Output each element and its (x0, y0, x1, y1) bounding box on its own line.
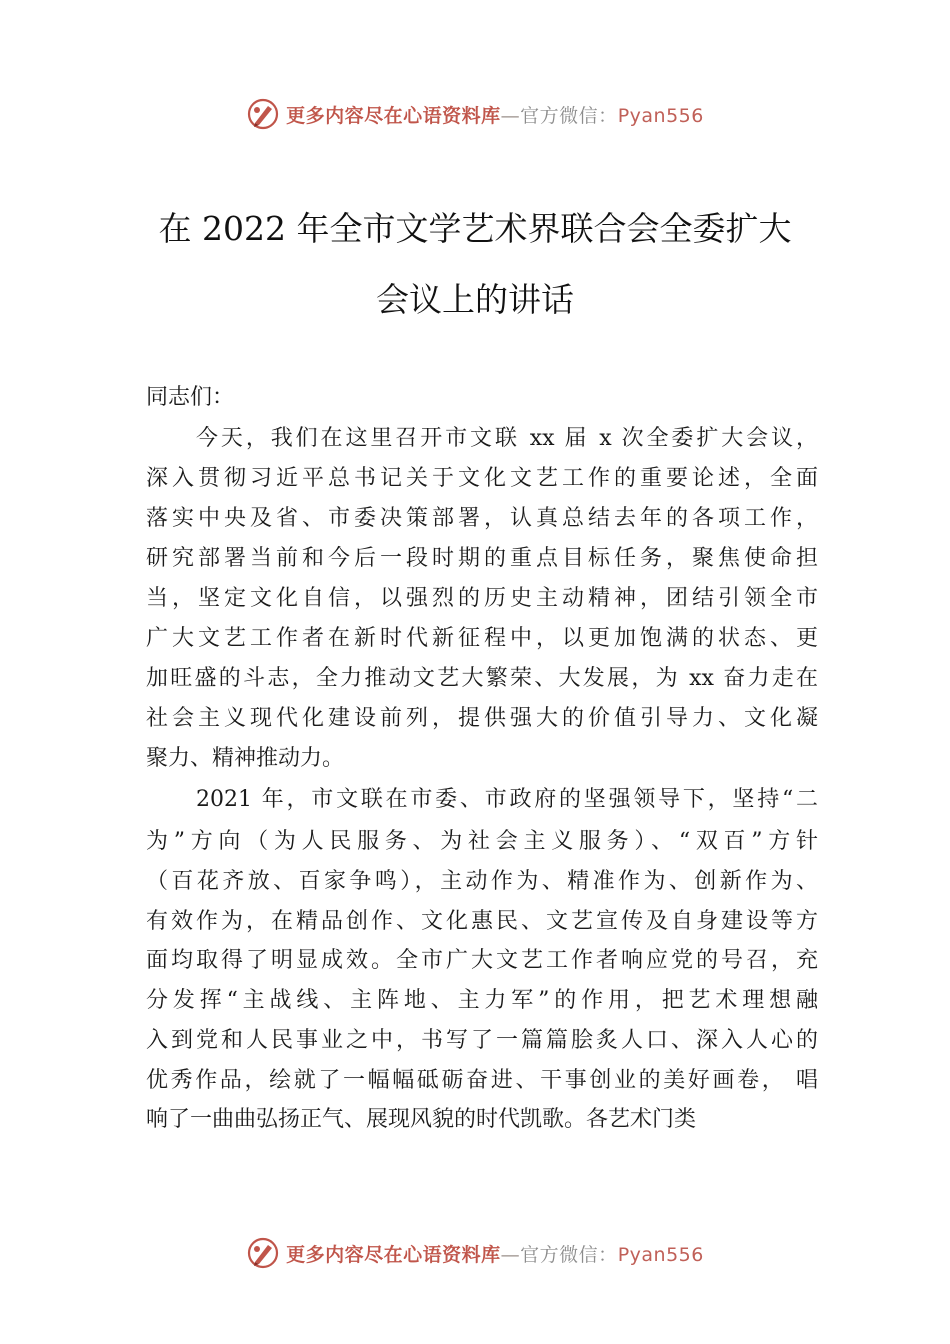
paragraph-1-line-1: 今天，我们在这里召开市文联 xx 届 x 次全委扩大会议， (196, 426, 818, 451)
document-title-line-2: 会议上的讲话 (376, 280, 574, 319)
watermark-brand: 更多内容尽在心语资料库 (286, 104, 501, 127)
paragraph-2-line-2: 为”方向（为人民服务、为社会主义服务）、“双百”方针 (146, 829, 818, 854)
paragraph-1-line-3: 落实中央及省、市委决策部署，认真总结去年的各项工作， (146, 506, 818, 531)
watermark-header (0, 94, 950, 134)
paragraph-2-line-5: 面均取得了明显成效。全市广大文艺工作者响应党的号召，充 (146, 948, 818, 973)
pen-logo-icon (246, 1236, 280, 1270)
paragraph-2-line-6: 分发挥“主战线、主阵地、主力军”的作用，把艺术理想融 (146, 988, 818, 1013)
watermark-id: Pyan556 (617, 104, 704, 127)
watermark-brand: 更多内容尽在心语资料库 (286, 1243, 501, 1266)
watermark-id: Pyan556 (617, 1243, 704, 1266)
paragraph-2-line-9: 响了一曲曲弘扬正气、展现风貌的时代凯歌。各艺术门类 (146, 1107, 697, 1132)
watermark-footer (0, 1233, 950, 1273)
salutation: 同志们： (146, 385, 235, 410)
watermark-label: 官方微信： (520, 104, 618, 127)
paragraph-2-line-7: 入到党和人民事业之中，书写了一篇篇脍炙人口、深入人心的 (146, 1028, 818, 1053)
paragraph-1-line-8: 社会主义现代化建设前列，提供强大的价值引导力、文化凝 (146, 706, 818, 731)
paragraph-1-line-5: 当，坚定文化自信，以强烈的历史主动精神，团结引领全市 (146, 586, 818, 611)
paragraph-2-line-3: （百花齐放、百家争鸣），主动作为、精准作为、创新作为、 (146, 869, 818, 894)
watermark-label: 官方微信： (520, 1243, 618, 1266)
paragraph-2-line-8: 优秀作品，绘就了一幅幅砥砺奋进、干事创业的美好画卷， 唱 (146, 1068, 818, 1093)
paragraph-1-line-6: 广大文艺工作者在新时代新征程中，以更加饱满的状态、更 (146, 626, 818, 651)
pen-logo-icon (246, 97, 280, 131)
paragraph-1-line-2: 深入贯彻习近平总书记关于文化文艺工作的重要论述，全面 (146, 466, 818, 491)
watermark-text (286, 101, 704, 128)
paragraph-1-line-7: 加旺盛的斗志，全力推动文艺大繁荣、大发展，为 xx 奋力走在 (146, 666, 818, 691)
watermark-separator: — (500, 1243, 521, 1266)
watermark-text (286, 1240, 704, 1267)
paragraph-2-line-1: 2021 年，市文联在市委、市政府的坚强领导下，坚持“二 (196, 787, 818, 812)
document-title-line-1: 在 2022 年全市文学艺术界联合会全委扩大 (158, 209, 792, 248)
paragraph-1-line-9: 聚力、精神推动力。 (146, 746, 345, 771)
watermark-separator: — (500, 104, 521, 127)
paragraph-1-line-4: 研究部署当前和今后一段时期的重点目标任务，聚焦使命担 (146, 546, 818, 571)
paragraph-2-line-4: 有效作为，在精品创作、文化惠民、文艺宣传及自身建设等方 (146, 909, 818, 934)
